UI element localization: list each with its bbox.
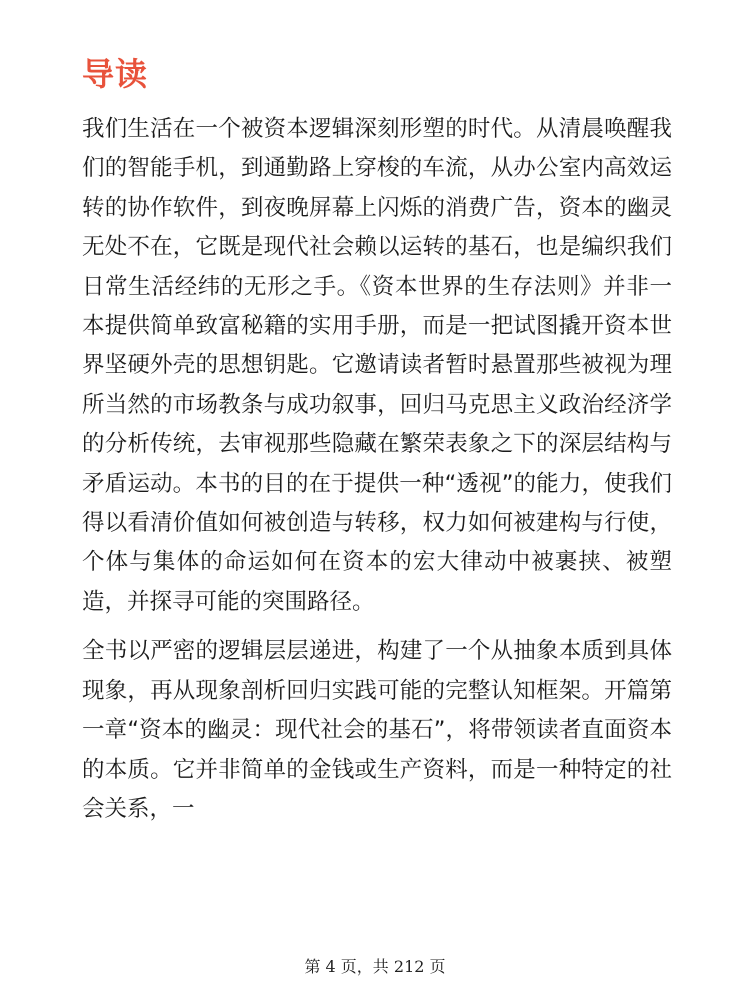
section-heading: 导读 — [82, 55, 149, 93]
paragraph-intro: 我们生活在一个被资本逻辑深刻形塑的时代。从清晨唤醒我们的智能手机，到通勤路上穿梭的车流，从办公室内高效运转的协作软件，到夜晚屏幕上闪烁的消费广告，资本的幽灵无处不在，它既是现代社会赖以运转的基石，也是编织我们日常生活经纬的无形之手。《资本世界的生存法则》并非一本提供简单致富秘籍的实用手册，而是一把试图撬开资本世界坚硬外壳的思想钥匙。它邀请读者暂时悬置那些被视为理所当然的市场教条与成功叙事，回归马克思主义政治经济学的分析传统，去审视那些隐藏在繁荣表象之下的深层结构与矛盾运动。本书的目的在于提供一种“透视”的能力，使我们得以看清价值如何被创造与转移，权力如何被建构与行使，个体与集体的命运如何在资本的宏大律动中被裹挟、被塑造，并探寻可能的突围路径。 — [82, 116, 672, 615]
page-number-footer: 第 4 页，共 212 页 — [304, 957, 446, 976]
body-text — [82, 110, 672, 829]
paragraph-structure: 全书以严密的逻辑层层递进，构建了一个从抽象本质到具体现象，再从现象剖析回归实践可能的完整认知框架。开篇第一章“资本的幽灵：现代社会的基石”，将带领读者直面资本的本质。它并非简单的金钱或生产资料，而是一种特定的社会关系，一 — [82, 638, 672, 822]
